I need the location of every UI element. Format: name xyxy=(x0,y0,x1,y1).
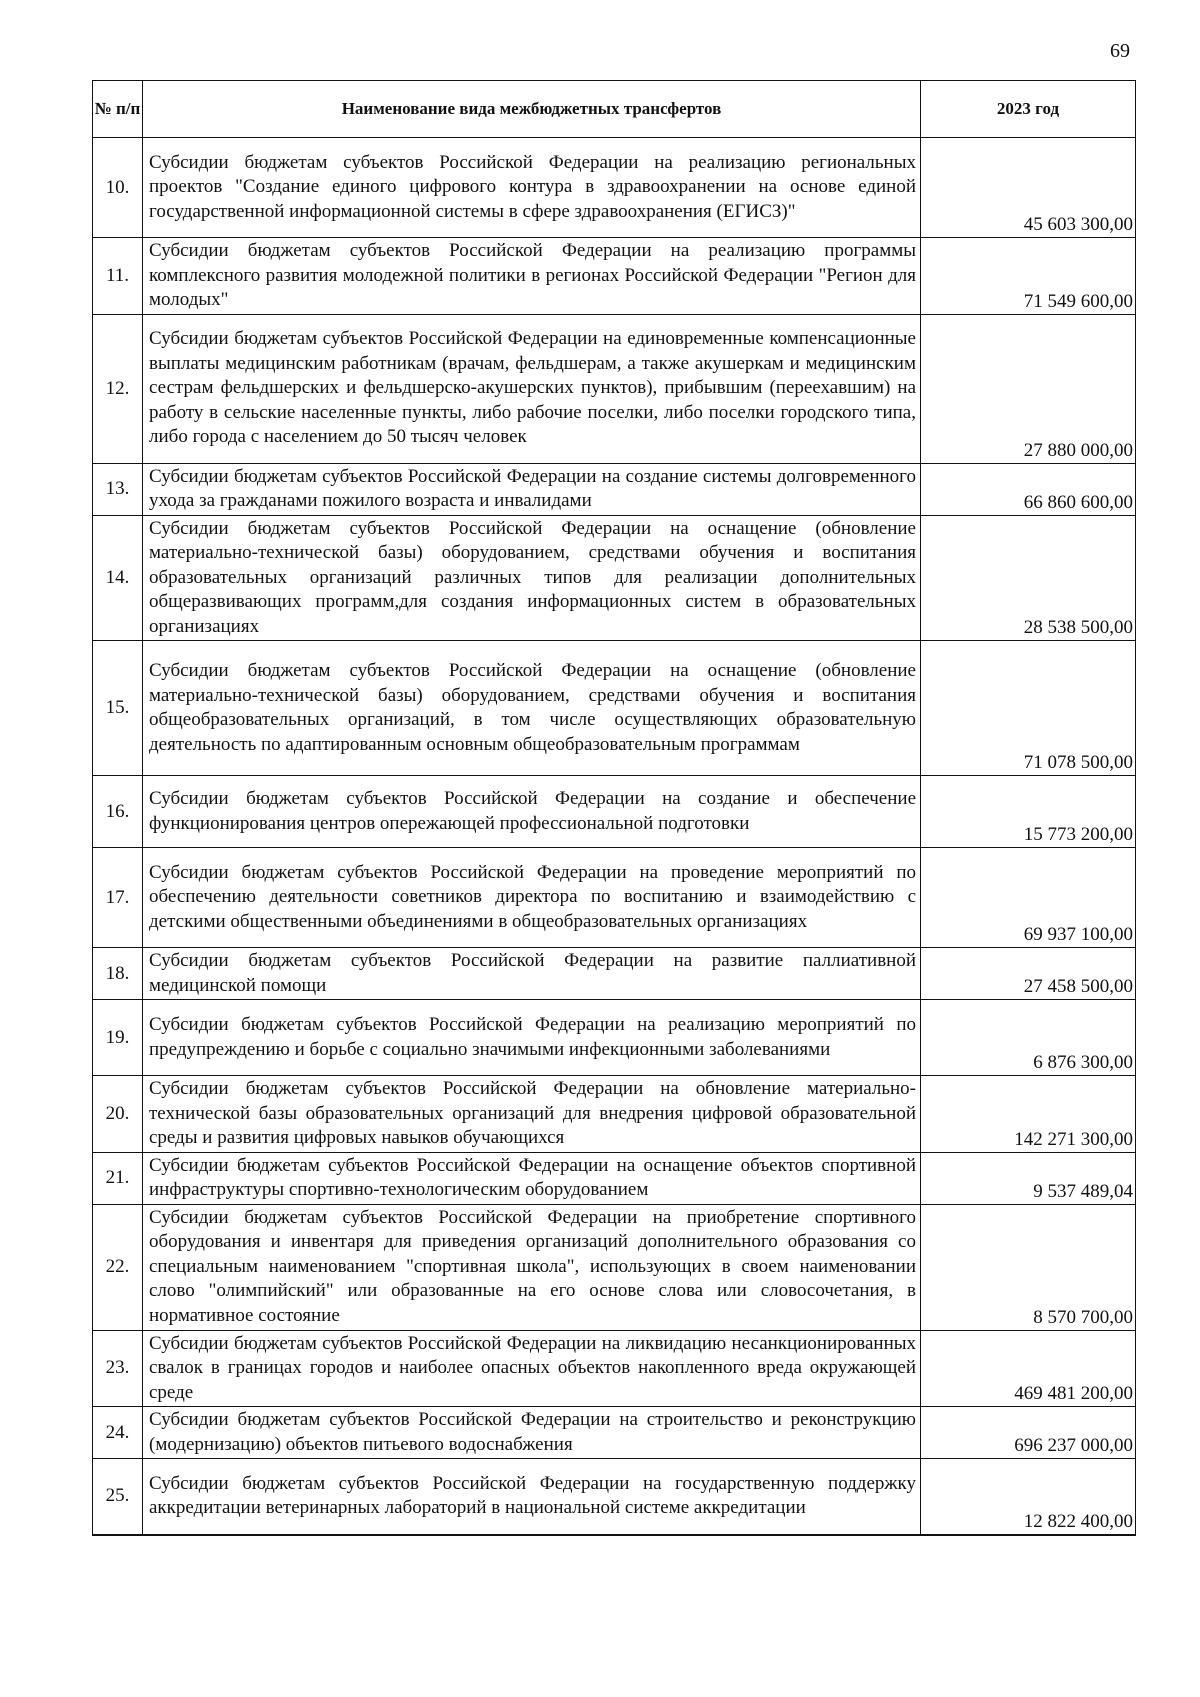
header-year: 2023 год xyxy=(921,81,1136,138)
row-description: Субсидии бюджетам субъектов Российской Федерации на создание системы долговременного ухода за гражданами пожилого возраста и инвалидами xyxy=(143,463,921,515)
row-amount: 27 880 000,00 xyxy=(921,314,1136,463)
row-amount: 69 937 100,00 xyxy=(921,848,1136,948)
row-amount: 9 537 489,04 xyxy=(921,1152,1136,1204)
row-description: Субсидии бюджетам субъектов Российской Федерации на приобретение спортивного оборудования и инвентаря для приведения организаций дополнительного образования со специальным наименованием "спортивная школа", использующих в своем наименовании слово "олимпийский" или образованные на его основе слова или словосочетания, в нормативное состояние xyxy=(143,1204,921,1330)
row-description: Субсидии бюджетам субъектов Российской Федерации на реализацию региональных проектов "Создание единого цифрового контура в здравоохранении на основе единой государственной информационной системы в сфере здравоохранения (ЕГИСЗ)" xyxy=(143,138,921,238)
row-description: Субсидии бюджетам субъектов Российской Федерации на оснащение (обновление материально-технической базы) оборудованием, средствами обучения и воспитания общеобразовательных организаций, в том числе осуществляющих образовательную деятельность по адаптированным основным общеобразовательным программам xyxy=(143,641,921,776)
row-number: 10. xyxy=(93,138,143,238)
row-number: 11. xyxy=(93,238,143,315)
row-number: 24. xyxy=(93,1407,143,1459)
row-number: 22. xyxy=(93,1204,143,1330)
row-number: 16. xyxy=(93,776,143,848)
row-amount: 469 481 200,00 xyxy=(921,1330,1136,1407)
row-number: 19. xyxy=(93,1000,143,1076)
table-row xyxy=(93,1330,1136,1407)
header-name: Наименование вида межбюджетных трансфертов xyxy=(143,81,921,138)
row-amount: 71 549 600,00 xyxy=(921,238,1136,315)
transfers-table xyxy=(92,80,1136,1536)
table-row xyxy=(93,1152,1136,1204)
table-row xyxy=(93,138,1136,238)
table-row xyxy=(93,1000,1136,1076)
row-description: Субсидии бюджетам субъектов Российской Федерации на развитие паллиативной медицинской помощи xyxy=(143,948,921,1000)
row-amount: 45 603 300,00 xyxy=(921,138,1136,238)
row-description: Субсидии бюджетам субъектов Российской Федерации на реализацию мероприятий по предупреждению и борьбе с социально значимыми инфекционными заболеваниями xyxy=(143,1000,921,1076)
row-amount: 15 773 200,00 xyxy=(921,776,1136,848)
table-row xyxy=(93,1076,1136,1153)
row-amount: 66 860 600,00 xyxy=(921,463,1136,515)
row-number: 14. xyxy=(93,515,143,641)
table-row xyxy=(93,776,1136,848)
row-amount: 8 570 700,00 xyxy=(921,1204,1136,1330)
row-number: 13. xyxy=(93,463,143,515)
row-description: Субсидии бюджетам субъектов Российской Федерации на оснащение объектов спортивной инфраструктуры спортивно-технологическим оборудованием xyxy=(143,1152,921,1204)
table-header-row xyxy=(93,81,1136,138)
row-description: Субсидии бюджетам субъектов Российской Федерации на строительство и реконструкцию (модернизацию) объектов питьевого водоснабжения xyxy=(143,1407,921,1459)
row-number: 21. xyxy=(93,1152,143,1204)
row-number: 25. xyxy=(93,1459,143,1535)
row-description: Субсидии бюджетам субъектов Российской Федерации на ликвидацию несанкционированных свалок в границах городов и наиболее опасных объектов накопленного вреда окружающей среде xyxy=(143,1330,921,1407)
table-row xyxy=(93,1459,1136,1535)
row-number: 17. xyxy=(93,848,143,948)
row-number: 20. xyxy=(93,1076,143,1153)
table-row xyxy=(93,641,1136,776)
table-row xyxy=(93,314,1136,463)
row-number: 23. xyxy=(93,1330,143,1407)
row-description: Субсидии бюджетам субъектов Российской Федерации на проведение мероприятий по обеспечению деятельности советников директора по воспитанию и взаимодействию с детскими общественными объединениями в общеобразовательных организациях xyxy=(143,848,921,948)
row-amount: 6 876 300,00 xyxy=(921,1000,1136,1076)
table-row xyxy=(93,515,1136,641)
row-amount: 27 458 500,00 xyxy=(921,948,1136,1000)
row-description: Субсидии бюджетам субъектов Российской Федерации на единовременные компенсационные выплаты медицинским работникам (врачам, фельдшерам, а также акушеркам и медицинским сестрам фельдшерских и фельдшерско-акушерских пунктов), прибывшим (переехавшим) на работу в сельские населенные пункты, либо рабочие поселки, либо поселки городского типа, либо города с населением до 50 тысяч человек xyxy=(143,314,921,463)
row-amount: 12 822 400,00 xyxy=(921,1459,1136,1535)
row-number: 12. xyxy=(93,314,143,463)
table-row xyxy=(93,1204,1136,1330)
row-description: Субсидии бюджетам субъектов Российской Федерации на реализацию программы комплексного развития молодежной политики в регионах Российской Федерации "Регион для молодых" xyxy=(143,238,921,315)
row-amount: 142 271 300,00 xyxy=(921,1076,1136,1153)
row-number: 18. xyxy=(93,948,143,1000)
row-amount: 71 078 500,00 xyxy=(921,641,1136,776)
header-num: № п/п xyxy=(93,81,143,138)
table-row xyxy=(93,848,1136,948)
row-description: Субсидии бюджетам субъектов Российской Федерации на государственную поддержку аккредитации ветеринарных лабораторий в национальной системе аккредитации xyxy=(143,1459,921,1535)
row-description: Субсидии бюджетам субъектов Российской Федерации на оснащение (обновление материально-технической базы) оборудованием, средствами обучения и воспитания образовательных организаций различных типов для реализации дополнительных общеразвивающих программ,для создания информационных систем в образовательных организациях xyxy=(143,515,921,641)
page-number: 69 xyxy=(1110,40,1130,62)
table-row xyxy=(93,948,1136,1000)
row-description: Субсидии бюджетам субъектов Российской Федерации на создание и обеспечение функционирования центров опережающей профессиональной подготовки xyxy=(143,776,921,848)
row-amount: 28 538 500,00 xyxy=(921,515,1136,641)
row-description: Субсидии бюджетам субъектов Российской Федерации на обновление материально-технической базы образовательных организаций для внедрения цифровой образовательной среды и развития цифровых навыков обучающихся xyxy=(143,1076,921,1153)
table-row xyxy=(93,1407,1136,1459)
table-row xyxy=(93,238,1136,315)
row-amount: 696 237 000,00 xyxy=(921,1407,1136,1459)
row-number: 15. xyxy=(93,641,143,776)
table-row xyxy=(93,463,1136,515)
